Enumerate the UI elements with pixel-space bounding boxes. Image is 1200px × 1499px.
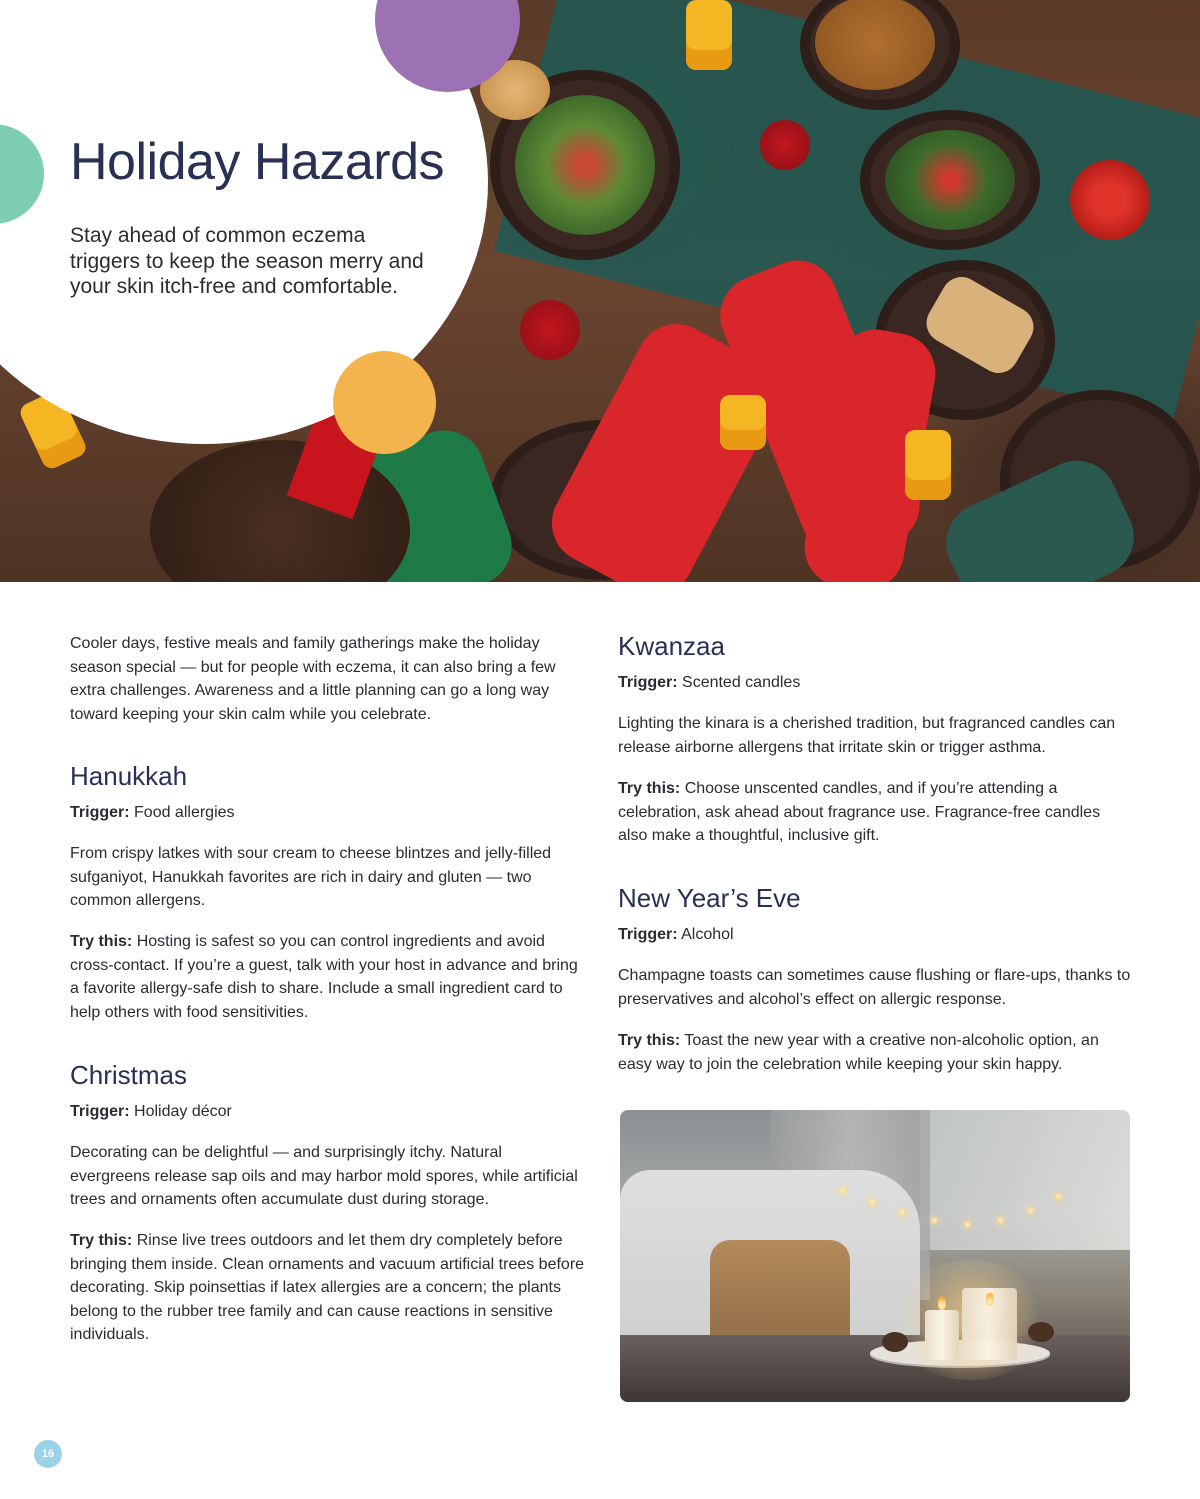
candle-flame	[938, 1296, 946, 1310]
string-light	[840, 1188, 845, 1193]
body-christmas: Decorating can be delightful — and surprisingly itchy. Natural evergreens release sap oils and may harbor mold spores, while artificial trees and ornaments often accumulate dust during storage.	[70, 1144, 578, 1208]
window	[920, 1110, 1130, 1250]
section-heading-christmas: Christmas	[70, 1060, 188, 1090]
tip-christmas	[70, 1229, 590, 1347]
body-hanukkah: From crispy latkes with sour cream to cheese blintzes and jelly-filled sufganiyot, Hanukkah favorites are rich in dairy and gluten — two common allergens.	[70, 845, 552, 909]
bowl-greens	[885, 130, 1015, 230]
string-light	[965, 1222, 970, 1227]
scalloped-edge	[0, 576, 1200, 582]
short-candle	[925, 1310, 959, 1360]
string-light	[870, 1200, 875, 1205]
intro-paragraph: Cooler days, festive meals and family gatherings make the holiday season special — but for people with eczema, it can also bring a few extra challenges. Awareness and a little planning can go a long way toward keeping your skin calm while you celebrate.	[70, 635, 556, 723]
trigger-label: Trigger:	[618, 674, 678, 691]
section-heading-new-years-eve: New Year’s Eve	[618, 883, 801, 913]
pine-cone	[882, 1332, 908, 1352]
body-kwanzaa: Lighting the kinara is a cherished tradition, but fragranced candles can release airborne allergens that irritate skin or trigger asthma.	[618, 715, 1116, 756]
trigger-value: Food allergies	[134, 804, 235, 821]
berry-garnish	[760, 120, 810, 170]
hero-banner	[0, 0, 1200, 582]
table	[620, 1335, 1130, 1402]
trigger-value: Scented candles	[682, 674, 801, 691]
tip-text: Rinse live trees outdoors and let them dry completely before bringing them inside. Clean ornaments and vacuum artificial trees before decorating. Skip poinsettias if latex allergies are a concern; the plants belong to the rubber tree family and can cause reactions in sensitive individuals.	[70, 1232, 585, 1343]
trigger-line-hanukkah	[70, 801, 585, 825]
orange-juice-glass	[720, 395, 766, 450]
trigger-label: Trigger:	[618, 926, 678, 943]
try-label: Try this:	[618, 780, 681, 797]
tip-hanukkah	[70, 930, 585, 1024]
page-number-badge: 16	[34, 1440, 62, 1468]
section-heading-kwanzaa: Kwanzaa	[618, 631, 725, 661]
try-label: Try this:	[70, 933, 133, 950]
string-light	[1028, 1208, 1033, 1213]
string-light	[1056, 1194, 1061, 1199]
trigger-value: Holiday décor	[134, 1103, 232, 1120]
candle-flame	[986, 1292, 994, 1306]
trigger-line-kwanzaa	[618, 671, 1133, 695]
page-subtitle: Stay ahead of common eczema triggers to keep the season merry and your skin itch-free and comfortable.	[70, 224, 424, 298]
orange-juice-glass	[686, 0, 732, 70]
trigger-label: Trigger:	[70, 1103, 130, 1120]
berry-garnish	[520, 300, 580, 360]
trigger-value: Alcohol	[681, 926, 734, 943]
trigger-line-christmas	[70, 1100, 585, 1124]
trigger-line-new-years-eve	[618, 923, 1133, 947]
page-title: Holiday Hazards	[70, 133, 444, 191]
orange-dot	[333, 351, 436, 454]
string-light	[998, 1218, 1003, 1223]
tip-kwanzaa	[618, 777, 1133, 848]
tip-text: Toast the new year with a creative non-alcoholic option, an easy way to join the celebration while keeping your skin happy.	[618, 1032, 1099, 1073]
orange-juice-glass	[905, 430, 951, 500]
tomatoes	[1070, 160, 1150, 240]
pine-cone	[1028, 1322, 1054, 1342]
tip-text: Hosting is safest so you can control ingredients and avoid cross-contact. If you’re a guest, talk with your host in advance and bring a favorite allergy-safe dish to share. Include a small ingredient card to help others with food sensitivities.	[70, 933, 578, 1021]
string-light	[932, 1218, 937, 1223]
string-light	[900, 1210, 905, 1215]
body-new-years-eve: Champagne toasts can sometimes cause flushing or flare-ups, thanks to preservatives and alcohol’s effect on allergic response.	[618, 967, 1131, 1008]
try-label: Try this:	[618, 1032, 681, 1049]
tip-text: Choose unscented candles, and if you’re attending a celebration, ask ahead about fragrance use. Fragrance-free candles also make a thoughtful, inclusive gift.	[618, 780, 1101, 844]
section-heading-hanukkah: Hanukkah	[70, 761, 188, 791]
try-label: Try this:	[70, 1232, 133, 1249]
candle-photo	[620, 1110, 1130, 1402]
tip-new-years-eve	[618, 1029, 1133, 1076]
salad	[515, 95, 655, 235]
trigger-label: Trigger:	[70, 804, 130, 821]
